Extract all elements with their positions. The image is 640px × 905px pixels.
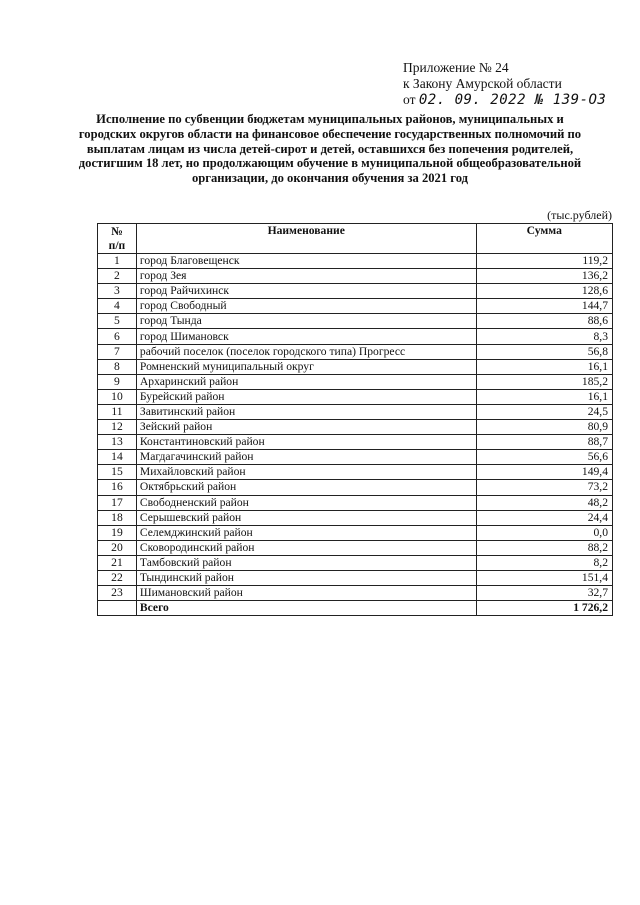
row-name: город Райчихинск bbox=[136, 284, 476, 299]
table-row bbox=[98, 374, 613, 389]
row-name: Зейский район bbox=[136, 420, 476, 435]
row-sum: 149,4 bbox=[476, 465, 612, 480]
row-number: 1 bbox=[98, 254, 137, 269]
row-name: Серышевский район bbox=[136, 510, 476, 525]
row-name: Шимановский район bbox=[136, 586, 476, 601]
row-sum: 88,2 bbox=[476, 540, 612, 555]
table-row bbox=[98, 525, 613, 540]
row-sum: 24,4 bbox=[476, 510, 612, 525]
row-name: Тындинский район bbox=[136, 570, 476, 585]
table-row bbox=[98, 329, 613, 344]
row-name: Сковородинский район bbox=[136, 540, 476, 555]
table-row bbox=[98, 540, 613, 555]
table-row bbox=[98, 314, 613, 329]
row-name: рабочий поселок (поселок городского типа) Прогресс bbox=[136, 344, 476, 359]
row-number: 13 bbox=[98, 435, 137, 450]
unit-label: (тыс.рублей) bbox=[547, 208, 612, 222]
appendix-date-prefix: от bbox=[403, 92, 416, 107]
row-name: Селемджинский район bbox=[136, 525, 476, 540]
row-number: 11 bbox=[98, 404, 137, 419]
row-number: 5 bbox=[98, 314, 137, 329]
row-number: 19 bbox=[98, 525, 137, 540]
header-number-line2: п/п bbox=[108, 238, 126, 252]
row-sum: 73,2 bbox=[476, 480, 612, 495]
header-number bbox=[98, 224, 137, 254]
row-name: Октябрьский район bbox=[136, 480, 476, 495]
row-sum: 128,6 bbox=[476, 284, 612, 299]
row-sum: 56,6 bbox=[476, 450, 612, 465]
row-name: Магдагачинский район bbox=[136, 450, 476, 465]
header-sum: Сумма bbox=[476, 224, 612, 254]
appendix-law-ref: к Закону Амурской области bbox=[403, 76, 562, 91]
table-row bbox=[98, 570, 613, 585]
subvention-table bbox=[97, 223, 613, 616]
row-sum: 48,2 bbox=[476, 495, 612, 510]
row-sum: 0,0 bbox=[476, 525, 612, 540]
row-name: город Шимановск bbox=[136, 329, 476, 344]
table-row bbox=[98, 420, 613, 435]
row-name: Архаринский район bbox=[136, 374, 476, 389]
row-sum: 16,1 bbox=[476, 359, 612, 374]
appendix-date-line bbox=[403, 92, 606, 108]
total-label: Всего bbox=[136, 601, 476, 616]
appendix-number: Приложение № 24 bbox=[403, 60, 509, 75]
row-name: Свободненский район bbox=[136, 495, 476, 510]
row-number: 20 bbox=[98, 540, 137, 555]
row-number: 9 bbox=[98, 374, 137, 389]
row-number: 22 bbox=[98, 570, 137, 585]
row-sum: 88,7 bbox=[476, 435, 612, 450]
document-title: Исполнение по субвенции бюджетам муниципальных районов, муниципальных и городских округов области на финансовое обеспечение государственных полномочий по выплатам лицам из числа детей-сирот и детей, оставшихся без попечения родителей, достигшим 18 лет, но продолжающим обучение в муниципальной общеобразовательной организации, до окончания обучения за 2021 год bbox=[78, 112, 582, 186]
row-sum: 16,1 bbox=[476, 389, 612, 404]
table-row bbox=[98, 435, 613, 450]
table-row bbox=[98, 389, 613, 404]
row-sum: 185,2 bbox=[476, 374, 612, 389]
row-name: Ромненский муниципальный округ bbox=[136, 359, 476, 374]
row-number: 17 bbox=[98, 495, 137, 510]
row-number: 12 bbox=[98, 420, 137, 435]
row-name: Константиновский район bbox=[136, 435, 476, 450]
table-row bbox=[98, 480, 613, 495]
table-row bbox=[98, 586, 613, 601]
header-number-line1: № bbox=[111, 225, 123, 238]
row-sum: 8,3 bbox=[476, 329, 612, 344]
total-sum: 1 726,2 bbox=[476, 601, 612, 616]
handwritten-date-number: 02. 09. 2022 № 139-ОЗ bbox=[418, 92, 607, 108]
row-sum: 119,2 bbox=[476, 254, 612, 269]
row-sum: 32,7 bbox=[476, 586, 612, 601]
table-total-row bbox=[98, 601, 613, 616]
row-sum: 24,5 bbox=[476, 404, 612, 419]
row-sum: 88,6 bbox=[476, 314, 612, 329]
row-sum: 136,2 bbox=[476, 269, 612, 284]
row-number: 16 bbox=[98, 480, 137, 495]
row-number: 14 bbox=[98, 450, 137, 465]
row-number: 6 bbox=[98, 329, 137, 344]
row-number: 2 bbox=[98, 269, 137, 284]
table-row bbox=[98, 465, 613, 480]
table-row bbox=[98, 555, 613, 570]
table-row bbox=[98, 359, 613, 374]
row-number: 23 bbox=[98, 586, 137, 601]
table-row bbox=[98, 510, 613, 525]
row-number: 4 bbox=[98, 299, 137, 314]
table-row bbox=[98, 299, 613, 314]
table-row bbox=[98, 284, 613, 299]
row-name: Михайловский район bbox=[136, 465, 476, 480]
row-name: Бурейский район bbox=[136, 389, 476, 404]
table-row bbox=[98, 254, 613, 269]
total-number-cell bbox=[98, 601, 137, 616]
table-row bbox=[98, 495, 613, 510]
row-name: Тамбовский район bbox=[136, 555, 476, 570]
table-row bbox=[98, 344, 613, 359]
row-name: город Зея bbox=[136, 269, 476, 284]
row-number: 8 bbox=[98, 359, 137, 374]
table-header-row bbox=[98, 224, 613, 254]
row-name: город Свободный bbox=[136, 299, 476, 314]
row-name: город Благовещенск bbox=[136, 254, 476, 269]
row-sum: 151,4 bbox=[476, 570, 612, 585]
table-row bbox=[98, 269, 613, 284]
table-row bbox=[98, 450, 613, 465]
row-number: 21 bbox=[98, 555, 137, 570]
row-sum: 144,7 bbox=[476, 299, 612, 314]
row-number: 7 bbox=[98, 344, 137, 359]
table-body bbox=[98, 254, 613, 616]
row-sum: 56,8 bbox=[476, 344, 612, 359]
row-number: 3 bbox=[98, 284, 137, 299]
appendix-block bbox=[403, 60, 606, 108]
table-row bbox=[98, 404, 613, 419]
row-name: Завитинский район bbox=[136, 404, 476, 419]
row-name: город Тында bbox=[136, 314, 476, 329]
row-number: 10 bbox=[98, 389, 137, 404]
row-sum: 80,9 bbox=[476, 420, 612, 435]
row-number: 15 bbox=[98, 465, 137, 480]
row-number: 18 bbox=[98, 510, 137, 525]
row-sum: 8,2 bbox=[476, 555, 612, 570]
header-name: Наименование bbox=[136, 224, 476, 254]
